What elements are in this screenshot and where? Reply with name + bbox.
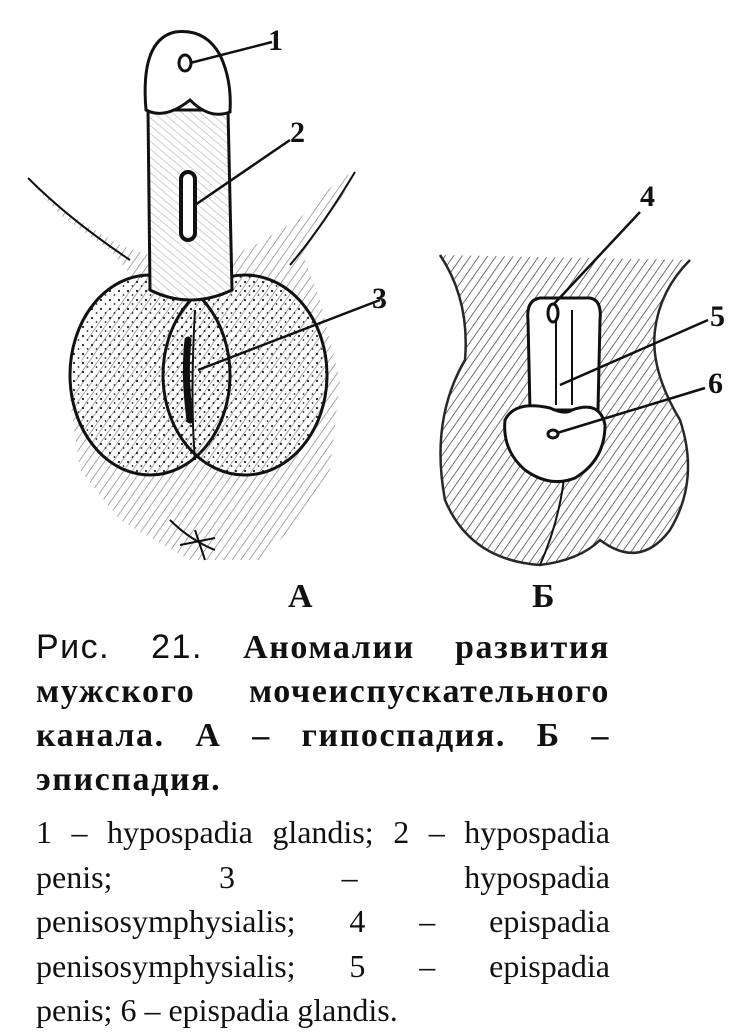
label-1: 1 [268, 24, 283, 57]
caption-line-4 [36, 758, 610, 802]
figure-caption [36, 625, 610, 802]
caption-prefix: Рис. 21. [36, 628, 203, 666]
legend-word: – [341, 858, 358, 895]
panel-b-letter: Б [532, 578, 555, 615]
caption-title-part-3a: канала. [36, 717, 165, 754]
label-2: 2 [290, 116, 305, 149]
caption-line-2 [36, 670, 610, 714]
legend-line: penis; 6 – epispadia glandis. [36, 992, 398, 1028]
label-6: 6 [708, 367, 723, 400]
legend-line [36, 855, 610, 900]
caption-title-part-4: эписпадия. [36, 761, 222, 798]
label-4: 4 [640, 180, 655, 213]
caption-line-1 [36, 625, 610, 670]
legend-word: hypospadia [464, 858, 610, 895]
legend-word: penis; [36, 858, 113, 895]
caption-line-3 [36, 714, 610, 758]
label-5: 5 [710, 300, 725, 333]
label-3: 3 [372, 282, 387, 315]
legend-word: 3 [219, 858, 236, 895]
legend-line: penisosymphysialis; 5 – epispadia [36, 947, 610, 984]
caption-title-part-2: мужского мочеиспускательного [36, 673, 610, 710]
caption-title-part-3b: А – гипоспадия. Б – [195, 717, 610, 754]
caption-title-part-1: Аномалии развития [243, 629, 611, 666]
legend-line: penisosymphysialis; 4 – epispadia [36, 903, 610, 939]
panel-a-letter: А [288, 578, 313, 615]
panel-b-drawing [440, 212, 708, 565]
figure-legend [36, 810, 610, 1033]
legend-line: 1 – hypospadia glandis; 2 – hypospadia [36, 814, 610, 850]
panel-a-drawing [28, 31, 380, 560]
